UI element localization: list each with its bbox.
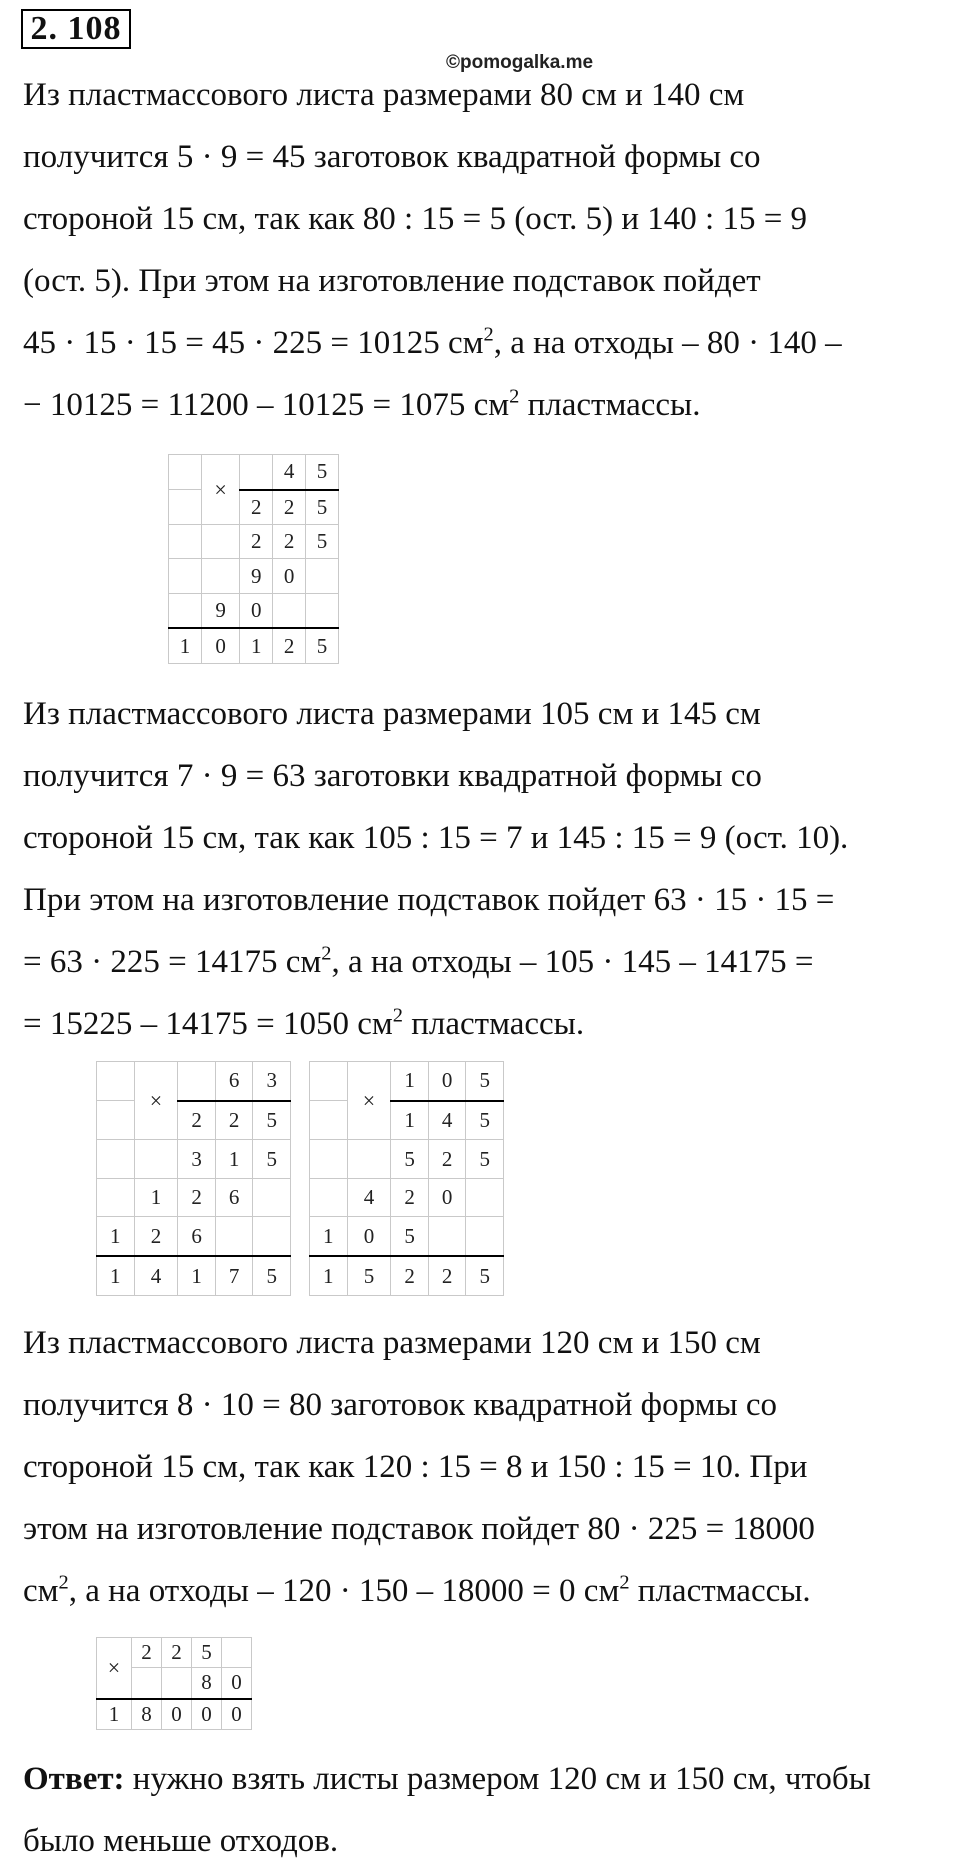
times-sign: × <box>97 1638 132 1699</box>
text-line: Из пластмассового листа размерами 80 см и 140 см <box>23 77 745 113</box>
text-line: получится 7 · 9 = 63 заготовки квадратной формы со <box>23 758 762 794</box>
paragraph-sheet-80x140 <box>23 64 938 436</box>
calc-row <box>310 1062 504 1101</box>
digit-cell: 3 <box>178 1140 216 1179</box>
digit-cell: 9 <box>201 593 239 628</box>
digit-cell: 5 <box>306 490 339 525</box>
digit-cell <box>466 1217 504 1256</box>
multiplication-45x225 <box>168 454 339 664</box>
superscript: 2 <box>509 385 520 408</box>
text-line: стороной 15 см, так как 120 : 15 = 8 и 150 : 15 = 10. При <box>23 1449 808 1485</box>
digit-cell <box>201 559 239 593</box>
digit-cell: 1 <box>134 1178 178 1217</box>
text-fragment: пластмассы. <box>629 1573 811 1609</box>
digit-cell: 5 <box>466 1062 504 1101</box>
digit-cell <box>215 1217 253 1256</box>
text-line: стороной 15 см, так как 80 : 15 = 5 (ост. 5) и 140 : 15 = 9 <box>23 201 808 237</box>
digit-cell <box>169 490 202 525</box>
digit-cell: 4 <box>428 1101 466 1140</box>
digit-cell: 2 <box>132 1638 162 1668</box>
digit-cell: 0 <box>273 559 306 593</box>
digit-cell: 5 <box>466 1256 504 1295</box>
digit-cell: 2 <box>240 490 273 525</box>
digit-cell <box>310 1140 348 1179</box>
digit-cell: 4 <box>134 1256 178 1295</box>
digit-cell: 1 <box>310 1256 348 1295</box>
digit-cell <box>273 593 306 628</box>
digit-cell: 0 <box>240 593 273 628</box>
digit-cell <box>253 1178 291 1217</box>
digit-cell: 1 <box>240 628 273 663</box>
digit-cell: 0 <box>201 628 239 663</box>
digit-cell <box>306 559 339 593</box>
calc-row <box>97 1638 252 1668</box>
text-fragment: , а на отходы – 105 · 145 – 14175 = <box>331 944 814 980</box>
digit-cell <box>310 1101 348 1140</box>
calc-row <box>169 628 339 663</box>
calc-row <box>169 455 339 490</box>
calc-row <box>97 1062 291 1101</box>
digit-cell <box>169 525 202 559</box>
digit-cell <box>221 1638 251 1668</box>
calc-row <box>97 1256 291 1295</box>
superscript: 2 <box>483 323 494 346</box>
digit-cell: 5 <box>306 525 339 559</box>
calc-row <box>310 1140 504 1179</box>
times-sign: × <box>347 1062 391 1140</box>
digit-cell <box>169 593 202 628</box>
text-fragment: , а на отходы – 120 · 150 – 18000 = 0 см <box>68 1573 620 1609</box>
digit-cell: 5 <box>191 1638 221 1668</box>
digit-cell: 1 <box>310 1217 348 1256</box>
digit-cell: 0 <box>428 1062 466 1101</box>
text-line: Из пластмассового листа размерами 105 см и 145 см <box>23 696 761 732</box>
calc-row <box>169 559 339 593</box>
paragraph-sheet-105x145 <box>23 683 938 1055</box>
times-sign: × <box>134 1062 178 1140</box>
digit-cell: 8 <box>132 1699 162 1730</box>
digit-cell: 1 <box>97 1699 132 1730</box>
digit-cell: 5 <box>253 1140 291 1179</box>
superscript: 2 <box>392 1004 403 1027</box>
digit-cell: 1 <box>178 1256 216 1295</box>
digit-cell <box>347 1140 391 1179</box>
digit-cell: 0 <box>221 1699 251 1730</box>
multiplication-225x80 <box>96 1637 252 1730</box>
digit-cell: 5 <box>466 1140 504 1179</box>
digit-cell: 0 <box>428 1178 466 1217</box>
digit-cell: 1 <box>391 1101 429 1140</box>
problem-number: 2. 108 <box>21 9 131 49</box>
digit-cell: 5 <box>466 1101 504 1140</box>
text-line: Из пластмассового листа размерами 120 см и 150 см <box>23 1325 761 1361</box>
text-line <box>23 374 938 436</box>
digit-cell: 2 <box>428 1140 466 1179</box>
text-line: этом на изготовление подставок пойдет 80 · 225 = 18000 <box>23 1511 815 1547</box>
text-line: получится 8 · 10 = 80 заготовок квадратной формы со <box>23 1387 778 1423</box>
digit-cell: 5 <box>306 628 339 663</box>
calc-row <box>310 1256 504 1295</box>
multiplication-63x225 <box>96 1061 291 1296</box>
text-fragment: 45 · 15 · 15 = 45 · 225 = 10125 см <box>23 325 484 361</box>
digit-cell: 1 <box>97 1217 135 1256</box>
text-fragment: пластмассы. <box>402 1006 585 1042</box>
digit-cell: 1 <box>391 1062 429 1101</box>
text-line: стороной 15 см, так как 105 : 15 = 7 и 145 : 15 = 9 (ост. 10). <box>23 820 849 856</box>
digit-cell: 5 <box>391 1217 429 1256</box>
digit-cell: 2 <box>215 1101 253 1140</box>
times-sign: × <box>201 455 239 525</box>
calc-row <box>97 1217 291 1256</box>
digit-cell: 2 <box>240 525 273 559</box>
answer-text: нужно взять листы размером 120 см и 150 см, чтобы <box>124 1761 871 1797</box>
digit-cell <box>310 1178 348 1217</box>
calc-row <box>97 1101 291 1140</box>
text-fragment: = 63 · 225 = 14175 см <box>23 944 322 980</box>
digit-cell: 1 <box>169 628 202 663</box>
digit-cell <box>428 1217 466 1256</box>
digit-cell <box>169 559 202 593</box>
digit-cell: 6 <box>215 1062 253 1101</box>
superscript: 2 <box>58 1571 69 1594</box>
text-line <box>23 993 938 1055</box>
multiplication-105x145 <box>309 1061 504 1296</box>
digit-cell: 0 <box>191 1699 221 1730</box>
text-fragment: пластмассы. <box>519 387 701 423</box>
digit-cell: 1 <box>215 1140 253 1179</box>
digit-cell: 2 <box>161 1638 191 1668</box>
digit-cell: 4 <box>273 455 306 490</box>
calc-row <box>97 1178 291 1217</box>
digit-cell: 1 <box>97 1256 135 1295</box>
digit-cell <box>97 1178 135 1217</box>
digit-cell: 5 <box>253 1256 291 1295</box>
digit-cell <box>97 1101 135 1140</box>
digit-cell: 2 <box>391 1256 429 1295</box>
text-line <box>23 931 938 993</box>
text-line: При этом на изготовление подставок пойдет 63 · 15 · 15 = <box>23 882 835 918</box>
text-line <box>23 312 938 374</box>
digit-cell: 6 <box>178 1217 216 1256</box>
digit-cell: 5 <box>347 1256 391 1295</box>
digit-cell: 0 <box>221 1668 251 1699</box>
digit-cell: 9 <box>240 559 273 593</box>
calc-row <box>97 1699 252 1730</box>
digit-cell <box>306 593 339 628</box>
digit-cell: 5 <box>306 455 339 490</box>
text-line <box>23 1748 938 1810</box>
digit-cell: 4 <box>347 1178 391 1217</box>
digit-cell <box>97 1062 135 1101</box>
digit-cell <box>310 1062 348 1101</box>
digit-cell: 2 <box>391 1178 429 1217</box>
calc-row <box>169 525 339 559</box>
digit-cell <box>97 1140 135 1179</box>
text-fragment: см <box>23 1573 59 1609</box>
digit-cell <box>134 1140 178 1179</box>
paragraph-sheet-120x150 <box>23 1312 938 1622</box>
digit-cell <box>178 1062 216 1101</box>
digit-cell: 2 <box>178 1101 216 1140</box>
calc-row <box>310 1101 504 1140</box>
digit-cell: 8 <box>191 1668 221 1699</box>
text-line: получится 5 · 9 = 45 заготовок квадратной формы со <box>23 139 761 175</box>
calc-row <box>169 593 339 628</box>
digit-cell: 2 <box>178 1178 216 1217</box>
digit-cell <box>466 1178 504 1217</box>
digit-cell <box>240 455 273 490</box>
answer-label: Ответ: <box>23 1761 125 1797</box>
superscript: 2 <box>619 1571 630 1594</box>
text-line: было меньше отходов. <box>23 1823 339 1859</box>
digit-cell: 0 <box>161 1699 191 1730</box>
digit-cell: 2 <box>273 525 306 559</box>
digit-cell: 2 <box>273 490 306 525</box>
superscript: 2 <box>321 942 332 965</box>
digit-cell: 5 <box>253 1101 291 1140</box>
calc-row <box>169 490 339 525</box>
digit-cell <box>132 1668 162 1699</box>
digit-cell <box>169 455 202 490</box>
digit-cell: 2 <box>134 1217 178 1256</box>
digit-cell <box>253 1217 291 1256</box>
digit-cell: 5 <box>391 1140 429 1179</box>
digit-cell <box>161 1668 191 1699</box>
answer-paragraph <box>23 1748 938 1872</box>
text-line: (ост. 5). При этом на изготовление подставок пойдет <box>23 263 761 299</box>
calc-row <box>97 1140 291 1179</box>
digit-cell: 0 <box>347 1217 391 1256</box>
text-fragment: , а на отходы – 80 · 140 – <box>493 325 842 361</box>
digit-cell: 7 <box>215 1256 253 1295</box>
calc-row <box>310 1217 504 1256</box>
calc-row <box>310 1178 504 1217</box>
digit-cell: 6 <box>215 1178 253 1217</box>
text-line <box>23 1560 938 1622</box>
watermark: ©pomogalka.me <box>446 52 594 73</box>
text-fragment: = 15225 – 14175 = 1050 см <box>23 1006 393 1042</box>
digit-cell: 3 <box>253 1062 291 1101</box>
digit-cell <box>201 525 239 559</box>
text-fragment: − 10125 = 11200 – 10125 = 1075 см <box>23 387 510 423</box>
digit-cell: 2 <box>428 1256 466 1295</box>
digit-cell: 2 <box>273 628 306 663</box>
